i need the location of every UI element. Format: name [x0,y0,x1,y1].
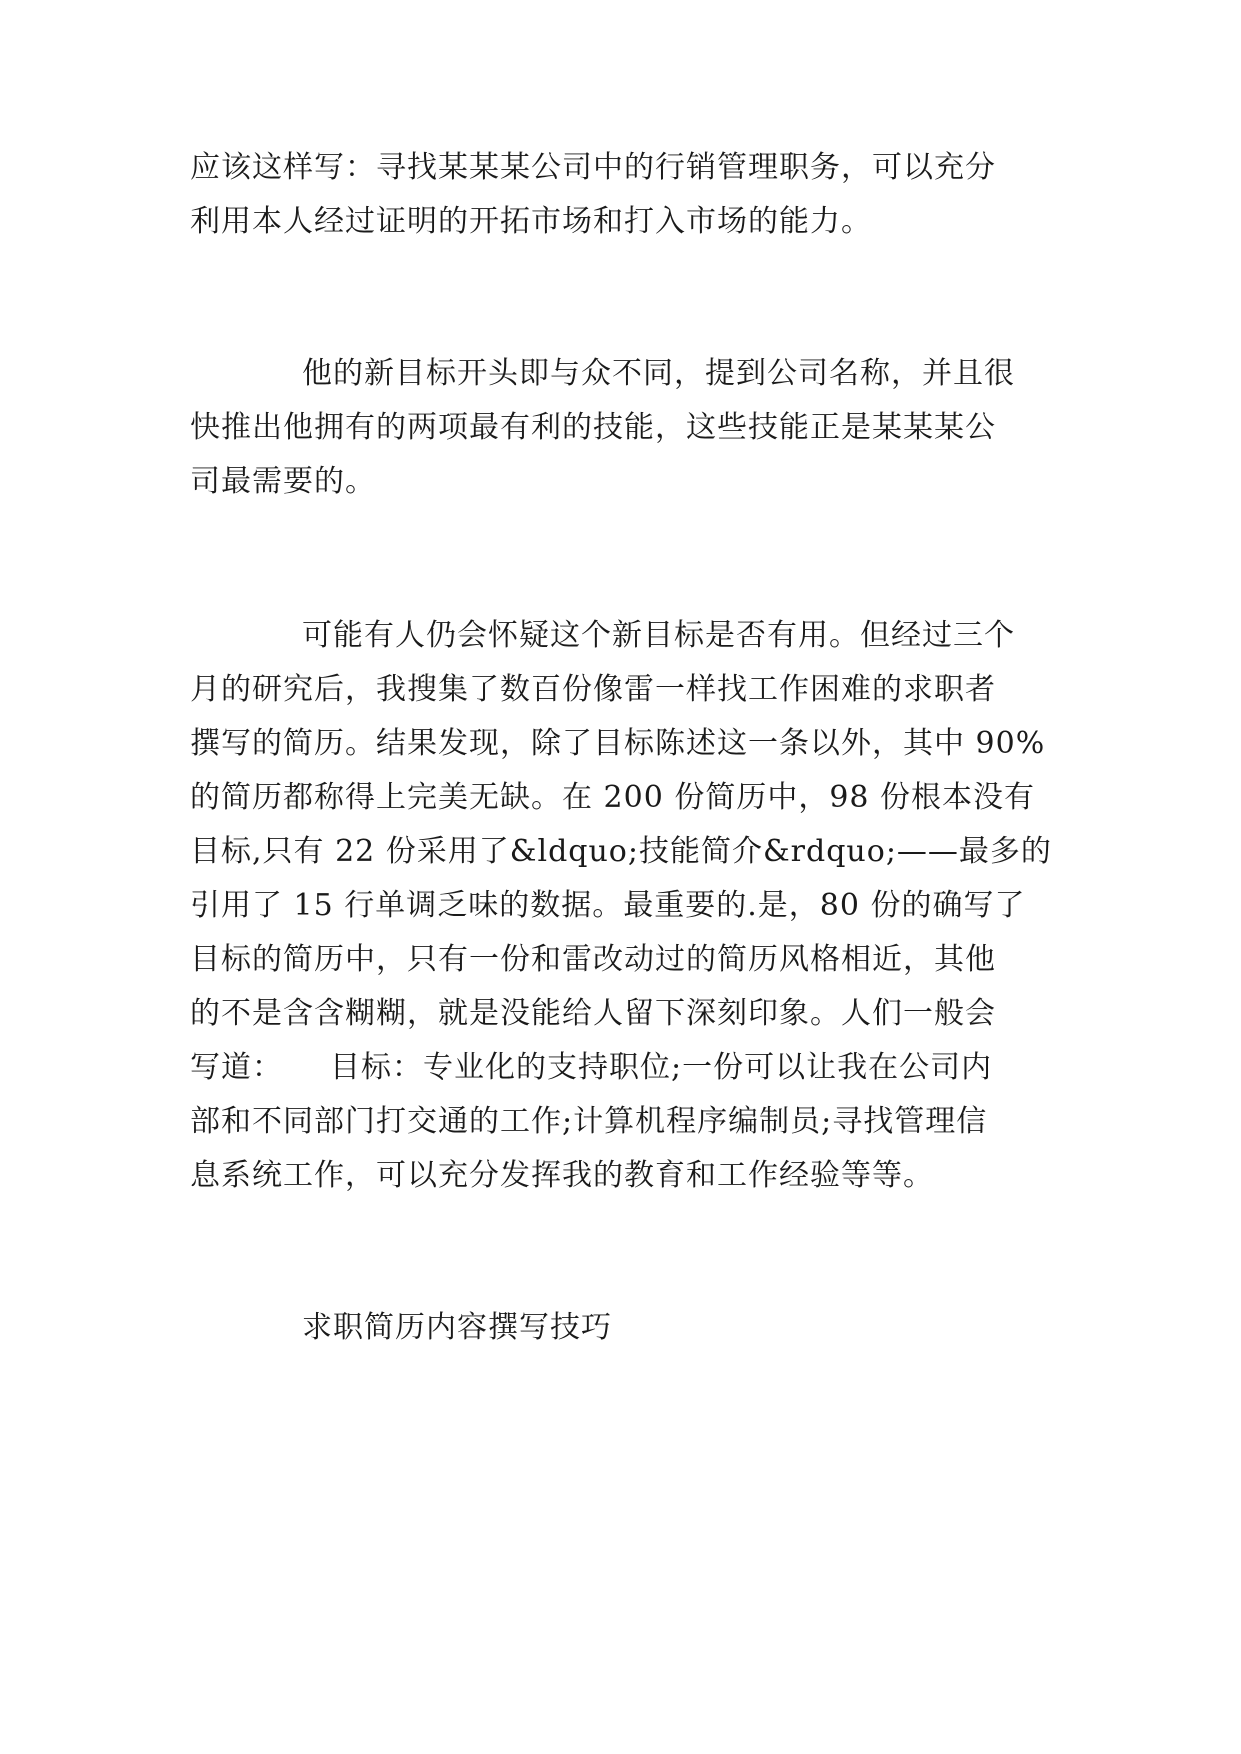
paragraph-line: 目标,只有 22 份采用了&ldquo;技能简介&rdquo;——最多的 [190,834,1052,869]
paragraph-line: 部和不同部门打交通的工作;计算机程序编制员;寻找管理信 [190,1104,988,1139]
paragraph-line: 的简历都称得上完美无缺。在 200 份简历中，98 份根本没有 [190,780,1036,815]
paragraph-line: 他的新目标开头即与众不同，提到公司名称，并且很 [302,356,1015,391]
paragraph-line: 的不是含含糊糊，就是没能给人留下深刻印象。人们一般会 [190,996,996,1031]
paragraph-line: 快推出他拥有的两项最有利的技能，这些技能正是某某某公 [190,410,996,445]
paragraph-line: 利用本人经过证明的开拓市场和打入市场的能力。 [190,204,872,239]
paragraph-line: 应该这样写：寻找某某某公司中的行销管理职务，可以充分 [190,150,996,185]
paragraph-line: 可能有人仍会怀疑这个新目标是否有用。但经过三个 [302,618,1015,653]
paragraph-line: 息系统工作，可以充分发挥我的教育和工作经验等等。 [190,1158,934,1193]
paragraph-line: 引用了 15 行单调乏味的数据。最重要的.是，80 份的确写了 [190,888,1026,923]
paragraph-line: 撰写的简历。结果发现，除了目标陈述这一条以外，其中 90% [190,726,1046,761]
paragraph-line: 月的研究后，我搜集了数百份像雷一样找工作困难的求职者 [190,672,996,707]
paragraph-line: 司最需要的。 [190,464,376,499]
section-heading: 求职简历内容撰写技巧 [302,1310,612,1345]
paragraph-line: 目标的简历中，只有一份和雷改动过的简历风格相近，其他 [190,942,996,977]
paragraph-line: 写道： 目标：专业化的支持职位;一份可以让我在公司内 [190,1050,993,1085]
